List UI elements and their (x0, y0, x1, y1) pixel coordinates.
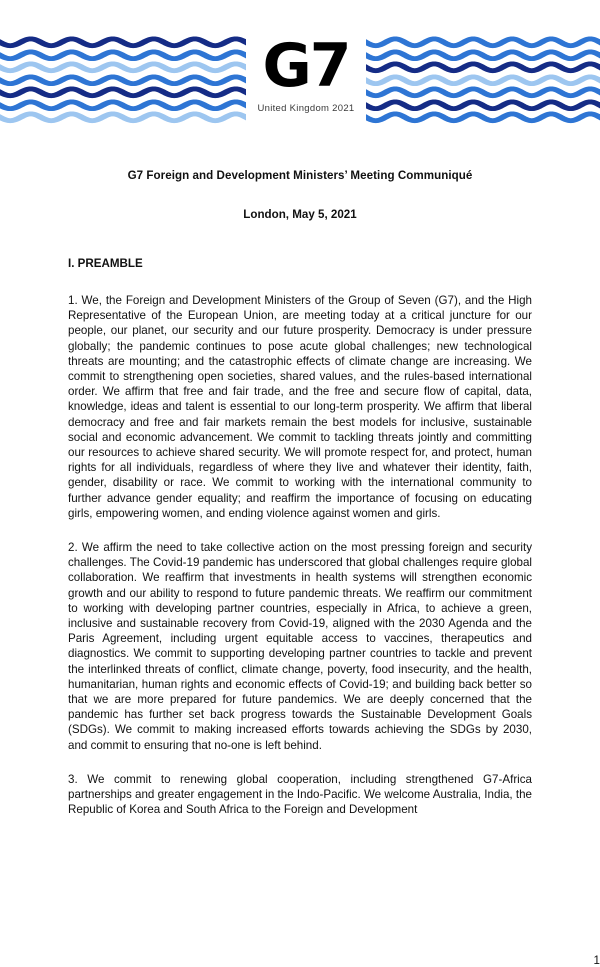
g7-logo-text: G7 (262, 31, 350, 101)
wave-row (366, 49, 600, 62)
page-number: 1 (593, 954, 600, 967)
wave-row (366, 99, 600, 112)
wave-row (366, 111, 600, 124)
paragraph-3: 3. We commit to renewing global cooperation, including strengthened G7-Africa partnerships and greater engagement in the Indo-Pacific. We welcome Australia, India, the Republic of Korea and South Africa to the Foreign and Development (68, 772, 532, 817)
wave-row (0, 61, 246, 74)
wave-row (0, 111, 246, 124)
paragraph-1: 1. We, the Foreign and Development Ministers of the Group of Seven (G7), and the High Representative of the European Union, are meeting today at a critical juncture for our people, our planet, our security and our future prosperity. Democracy is under pressure globally; the pandemic continues to pose acute global challenges; new technological threats are mounting; and the catastrophic effects of climate change are increasing. We commit to strengthening open societies, shared values, and the rules-based international order. We affirm that free and fair trade, and the free and secure flow of capital, data, knowledge, ideas and talent is essential to our long-term prosperity. We affirm that liberal democracy and free and fair markets remain the best models for inclusive, sustainable social and economic advancement. We commit to tackling threats jointly and committing our resources to achieve shared security. We will promote respect for, and protect, human rights for all individuals, regardless of where they live and whatever their identity, faith, gender, disability or race. We commit to working with the international community to further advance gender equality; and reaffirm the importance of focusing on educating girls, empowering women, and ending violence against women and girls. (68, 294, 532, 520)
wave-row (0, 99, 246, 112)
wave-row (0, 74, 246, 87)
document-title: G7 Foreign and Development Ministers’ Meeting Communiqué (127, 169, 473, 182)
wave-row (366, 74, 600, 87)
document-body (68, 168, 600, 967)
wave-pattern-right (366, 36, 600, 124)
wave-row (366, 36, 600, 49)
wave-row (0, 36, 246, 49)
wave-row (366, 86, 600, 99)
wave-pattern-left (0, 36, 246, 124)
section-heading-preamble: I. PREAMBLE (68, 257, 143, 270)
document-subtitle: London, May 5, 2021 (243, 208, 357, 221)
g7-logo-subtitle: United Kingdom 2021 (257, 103, 355, 114)
wave-row (0, 86, 246, 99)
paragraph-2: 2. We affirm the need to take collective action on the most pressing foreign and security challenges. The Covid-19 pandemic has underscored that global challenges require global collaboration. We reaffirm that investments in health systems will strengthen economic growth and our ability to respond to future pandemic threats. We reaffirm our commitment to working with developing partner countries, especially in Africa, to achieve a green, inclusive and sustainable recovery from Covid-19, aligned with the 2030 Agenda and the Paris Agreement, including urgent equitable access to vaccines, therapeutics and diagnostics. We commit to supporting developing partner countries to tackle and prevent the interlinked threats of conflict, climate change, poverty, food insecurity, and the health, humanitarian, human rights and economic effects of Covid-19; and building back better so that we are more prepared for future pandemics. We are deeply concerned that the pandemic has further set back progress towards the Sustainable Development Goals (SDGs). We commit to making increased efforts towards achieving the SDGs by 2030, and commit to ensuring that no-one is left behind. (68, 541, 532, 752)
header-banner (0, 0, 600, 130)
g7-logo (248, 33, 364, 125)
wave-row (366, 61, 600, 74)
wave-row (0, 49, 246, 62)
